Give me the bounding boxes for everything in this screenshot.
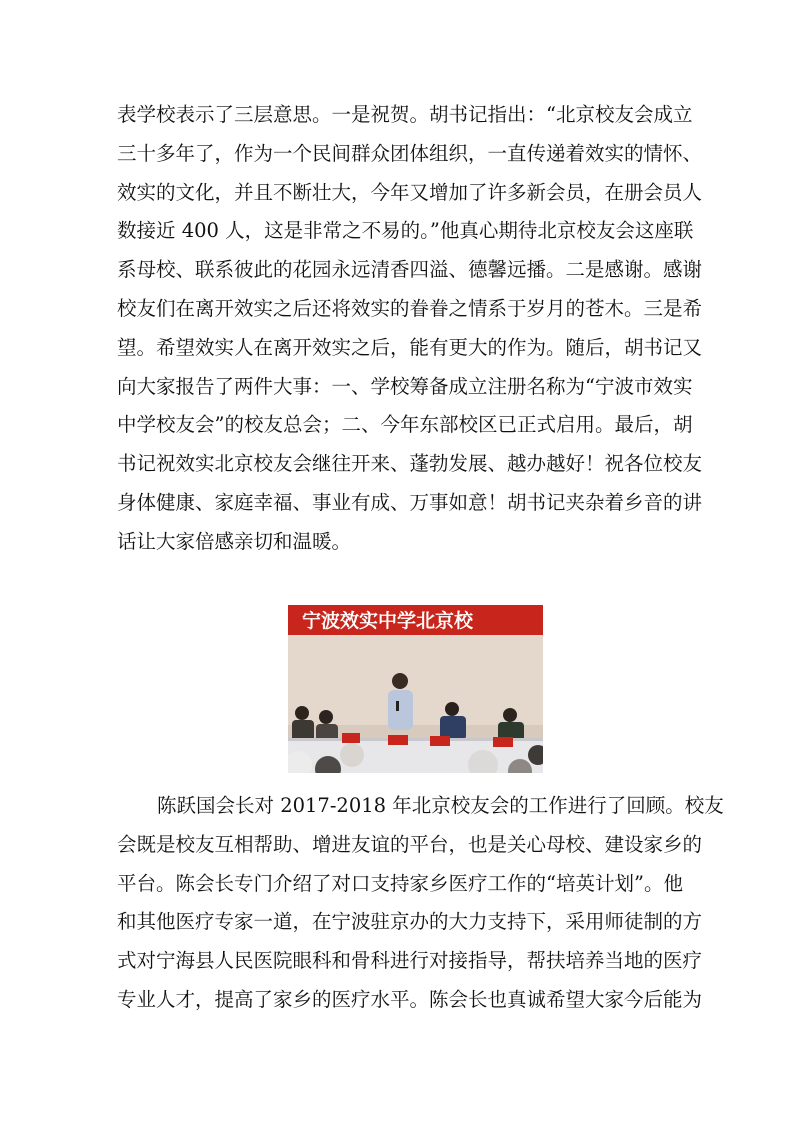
text-line: 表学校表示了三层意思。一是祝贺。胡书记指出：“北京校友会成立 — [117, 103, 693, 126]
text-line: 身体健康、家庭幸福、事业有成、万事如意！胡书记夹杂着乡音的讲 — [117, 490, 703, 514]
text-line: 向大家报告了两件大事：一、学校筹备成立注册名称为“宁波市效实 — [117, 374, 693, 398]
text-line: 书记祝效实北京校友会继往开来、蓬勃发展、越办越好！祝各位校友 — [117, 452, 703, 476]
event-photo-illustration — [288, 605, 543, 773]
text-line: 会既是校友互相帮助、增进友谊的平台，也是关心母校、建设家乡的 — [117, 832, 703, 856]
text-line: 望。希望效实人在离开效实之后，能有更大的作为。随后，胡书记又 — [117, 335, 703, 359]
text-line: 三十多年了，作为一个民间群众团体组织，一直传递着效实的情怀、 — [117, 141, 703, 165]
text-line: 话让大家倍感亲切和温暖。 — [117, 529, 352, 553]
paragraph-bottom — [117, 787, 724, 1020]
paragraph-top — [117, 96, 703, 562]
text-line: 式对宁海县人民医院眼科和骨科进行对接指导，帮扶培养当地的医疗 — [117, 949, 703, 973]
text-line: 中学校友会”的校友总会；二、今年东部校区已正式启用。最后，胡 — [117, 413, 693, 437]
banner-text: 宁波效实中学北京校 — [302, 610, 474, 632]
text-line: 平台。陈会长专门介绍了对口支持家乡医疗工作的“培英计划”。他 — [117, 871, 683, 895]
text-line: 专业人才，提高了家乡的医疗水平。陈会长也真诚希望大家今后能为 — [117, 987, 703, 1011]
text-line: 陈跃国会长对 2017-2018 年北京校友会的工作进行了回顾。校友 — [157, 794, 724, 817]
text-line: 数接近 400 人，这是非常之不易的。”他真心期待北京校友会这座联 — [117, 219, 694, 243]
text-line: 系母校、联系彼此的花园永远清香四溢、德馨远播。二是感谢。感谢 — [117, 258, 703, 282]
text-line: 校友们在离开效实之后还将效实的眷眷之情系于岁月的苍木。三是希 — [117, 296, 703, 320]
text-line: 效实的文化，并且不断壮大，今年又增加了许多新会员，在册会员人 — [117, 180, 703, 204]
event-photo — [288, 605, 543, 773]
text-line: 和其他医疗专家一道，在宁波驻京办的大力支持下，采用师徒制的方 — [117, 910, 703, 934]
